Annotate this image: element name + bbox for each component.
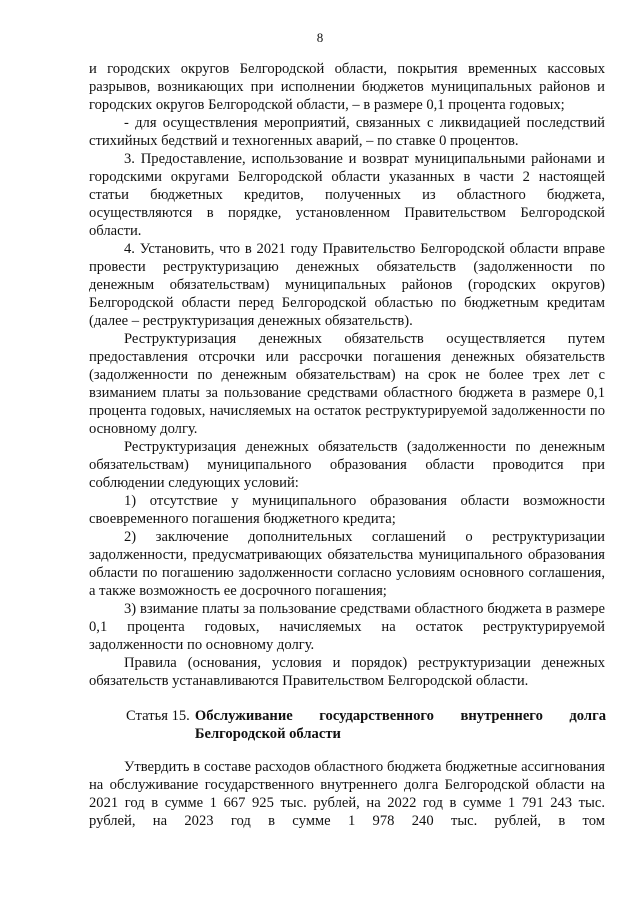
document-body	[89, 60, 605, 690]
article-title-line: Обслуживание государственного внутреннего долга	[194, 708, 606, 724]
paragraph: 3. Предоставление, использование и возврат муниципальными районами и городскими округами Белгородской области указанных в части 2 настоящей статьи бюджетных кредитов, полученных из областного бюджета, осуществляются в порядке, установленном Правительством Белгородской области.	[89, 151, 605, 239]
list-item: 1) отсутствие у муниципального образования области возможности своевременного погашения бюджетного кредита;	[89, 493, 605, 527]
list-item: 2) заключение дополнительных соглашений о реструктуризации задолженности, предусматривающих обязательства муниципального образования области по погашению задолженности согласно условиям основного соглашения, а также возможность ее досрочного погашения;	[89, 529, 605, 599]
document-body-continued	[89, 758, 605, 830]
list-item: 3) взимание платы за пользование средствами областного бюджета в размере 0,1 процента годовых, начисляемых на остаток реструктурируемой задолженности по основному долгу.	[89, 601, 605, 653]
paragraph: Реструктуризация денежных обязательств (задолженности по денежным обязательствам) муниципального образования области проводится при соблюдении следующих условий:	[89, 439, 605, 491]
paragraph: Утвердить в составе расходов областного бюджета бюджетные ассигнования на обслуживание государственного внутреннего долга Белгородской области на 2021 год в сумме 1 667 925 тыс. рублей, на 2022 год в сумме 1 791 243 тыс. рублей, на 2023 год в сумме 1 978 240 тыс. рублей, в том	[89, 759, 605, 829]
article-heading	[126, 707, 606, 743]
article-title-line: Белгородской области	[194, 726, 341, 742]
paragraph: Правила (основания, условия и порядок) реструктуризации денежных обязательств устанавливаются Правительством Белгородской области.	[89, 655, 605, 689]
page-number: 8	[316, 30, 324, 45]
paragraph: Реструктуризация денежных обязательств осуществляется путем предоставления отсрочки или рассрочки погашения денежных обязательств (задолженности по денежным обязательствам) на срок не более трех лет с взиманием платы за пользование средствами областного бюджета в размере 0,1 процента годовых, начисляемых на остаток реструктурируемой задолженности по основному долгу.	[89, 331, 605, 437]
paragraph: 4. Установить, что в 2021 году Правительство Белгородской области вправе провести реструктуризацию денежных обязательств (задолженности по денежным обязательствам) муниципальных районов (городских округов) Белгородской области перед Белгородской областью по бюджетным кредитам (далее – реструктуризация денежных обязательств).	[89, 241, 605, 329]
paragraph: - для осуществления мероприятий, связанных с ликвидацией последствий стихийных бедствий и техногенных аварий, – по ставке 0 процентов.	[89, 115, 605, 149]
article-number: Статья 15.	[126, 708, 190, 724]
article-title	[195, 707, 606, 743]
paragraph: и городских округов Белгородской области, покрытия временных кассовых разрывов, возникающих при исполнении бюджетов муниципальных районов и городских округов Белгородской области, – в размере 0,1 процента годовых;	[89, 61, 605, 113]
